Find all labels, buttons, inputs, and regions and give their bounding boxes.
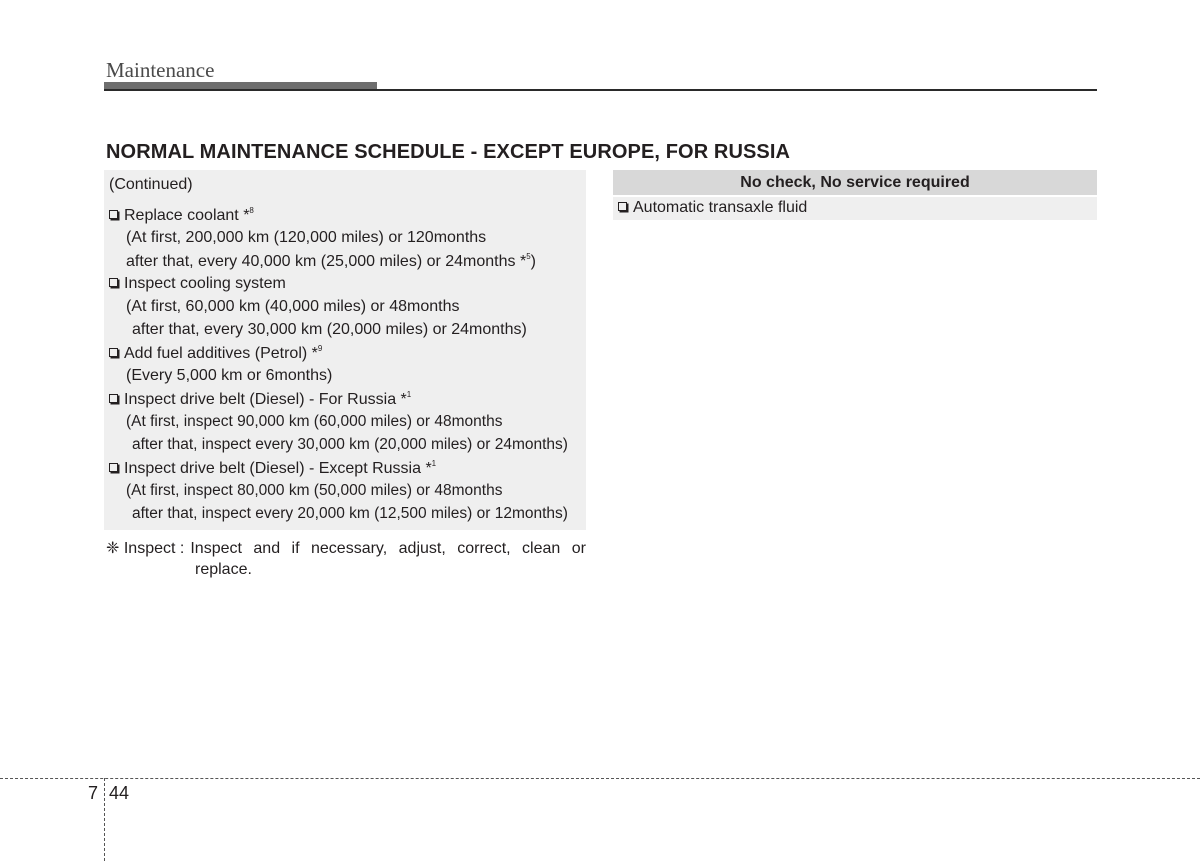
note-lead — [106, 538, 184, 559]
header-rule — [104, 89, 1097, 91]
list-item — [109, 275, 286, 293]
section-header: Maintenance — [106, 58, 215, 82]
footer-divider — [104, 778, 105, 861]
note-symbol-icon: ❈ — [106, 540, 120, 557]
page-title: NORMAL MAINTENANCE SCHEDULE - EXCEPT EUROPE, FOR RUSSIA — [106, 141, 791, 163]
item-label: Replace coolant * — [124, 207, 250, 224]
list-item — [109, 390, 411, 409]
item-detail — [126, 252, 536, 271]
checkbox-icon — [109, 394, 118, 403]
table-cell-text: Automatic transaxle fluid — [633, 199, 808, 216]
chapter-number: 7 — [88, 783, 99, 803]
footnote-ref: 5 — [526, 252, 531, 261]
checkbox-icon — [109, 278, 118, 287]
note-term: Inspect : — [123, 540, 185, 557]
no-service-table-header: No check, No service required — [613, 170, 1097, 195]
checkbox-icon — [109, 210, 118, 219]
item-detail: (At first, 200,000 km (120,000 miles) or 120months — [126, 229, 487, 246]
item-label: Inspect cooling system — [124, 275, 286, 292]
item-detail-text: after that, every 40,000 km (25,000 miles) or 24months * — [126, 253, 527, 270]
list-item — [109, 344, 322, 363]
footnote-ref: 1 — [431, 459, 437, 468]
table-row — [613, 197, 1097, 220]
checkbox-icon — [109, 348, 118, 357]
inspect-note — [106, 538, 586, 580]
item-detail: after that, every 30,000 km (20,000 miles) or 24months) — [132, 321, 527, 338]
note-row — [106, 538, 586, 559]
item-detail: (At first, inspect 90,000 km (60,000 miles) or 48months — [126, 413, 503, 430]
footnote-ref: 1 — [406, 390, 412, 399]
maintenance-items-box — [104, 170, 586, 530]
footnote-ref: 8 — [249, 206, 254, 215]
continued-label: (Continued) — [109, 176, 193, 193]
list-item — [109, 206, 254, 225]
item-detail: (Every 5,000 km or 6months) — [126, 367, 333, 384]
item-detail: after that, inspect every 30,000 km (20,000 miles) or 24months) — [132, 436, 568, 453]
note-text-line2: replace. — [195, 561, 252, 578]
item-detail: (At first, 60,000 km (40,000 miles) or 48months — [126, 298, 460, 315]
item-detail: (At first, inspect 80,000 km (50,000 miles) or 48months — [126, 482, 503, 499]
item-detail-close: ) — [530, 253, 536, 270]
item-label: Add fuel additives (Petrol) * — [124, 345, 318, 362]
table-cell — [618, 197, 807, 219]
item-label: Inspect drive belt (Diesel) - Except Russia * — [124, 460, 432, 477]
footnote-ref: 9 — [317, 344, 323, 353]
checkbox-icon — [109, 463, 118, 472]
list-item — [109, 459, 436, 478]
footer-rule — [0, 778, 1200, 779]
item-label: Inspect drive belt (Diesel) - For Russia * — [124, 391, 407, 408]
checkbox-icon — [618, 202, 627, 211]
item-detail: after that, inspect every 20,000 km (12,500 miles) or 12months) — [132, 505, 568, 522]
page-number: 44 — [109, 783, 130, 803]
note-text-line1: Inspect and if necessary, adjust, correct, clean or — [190, 540, 586, 557]
